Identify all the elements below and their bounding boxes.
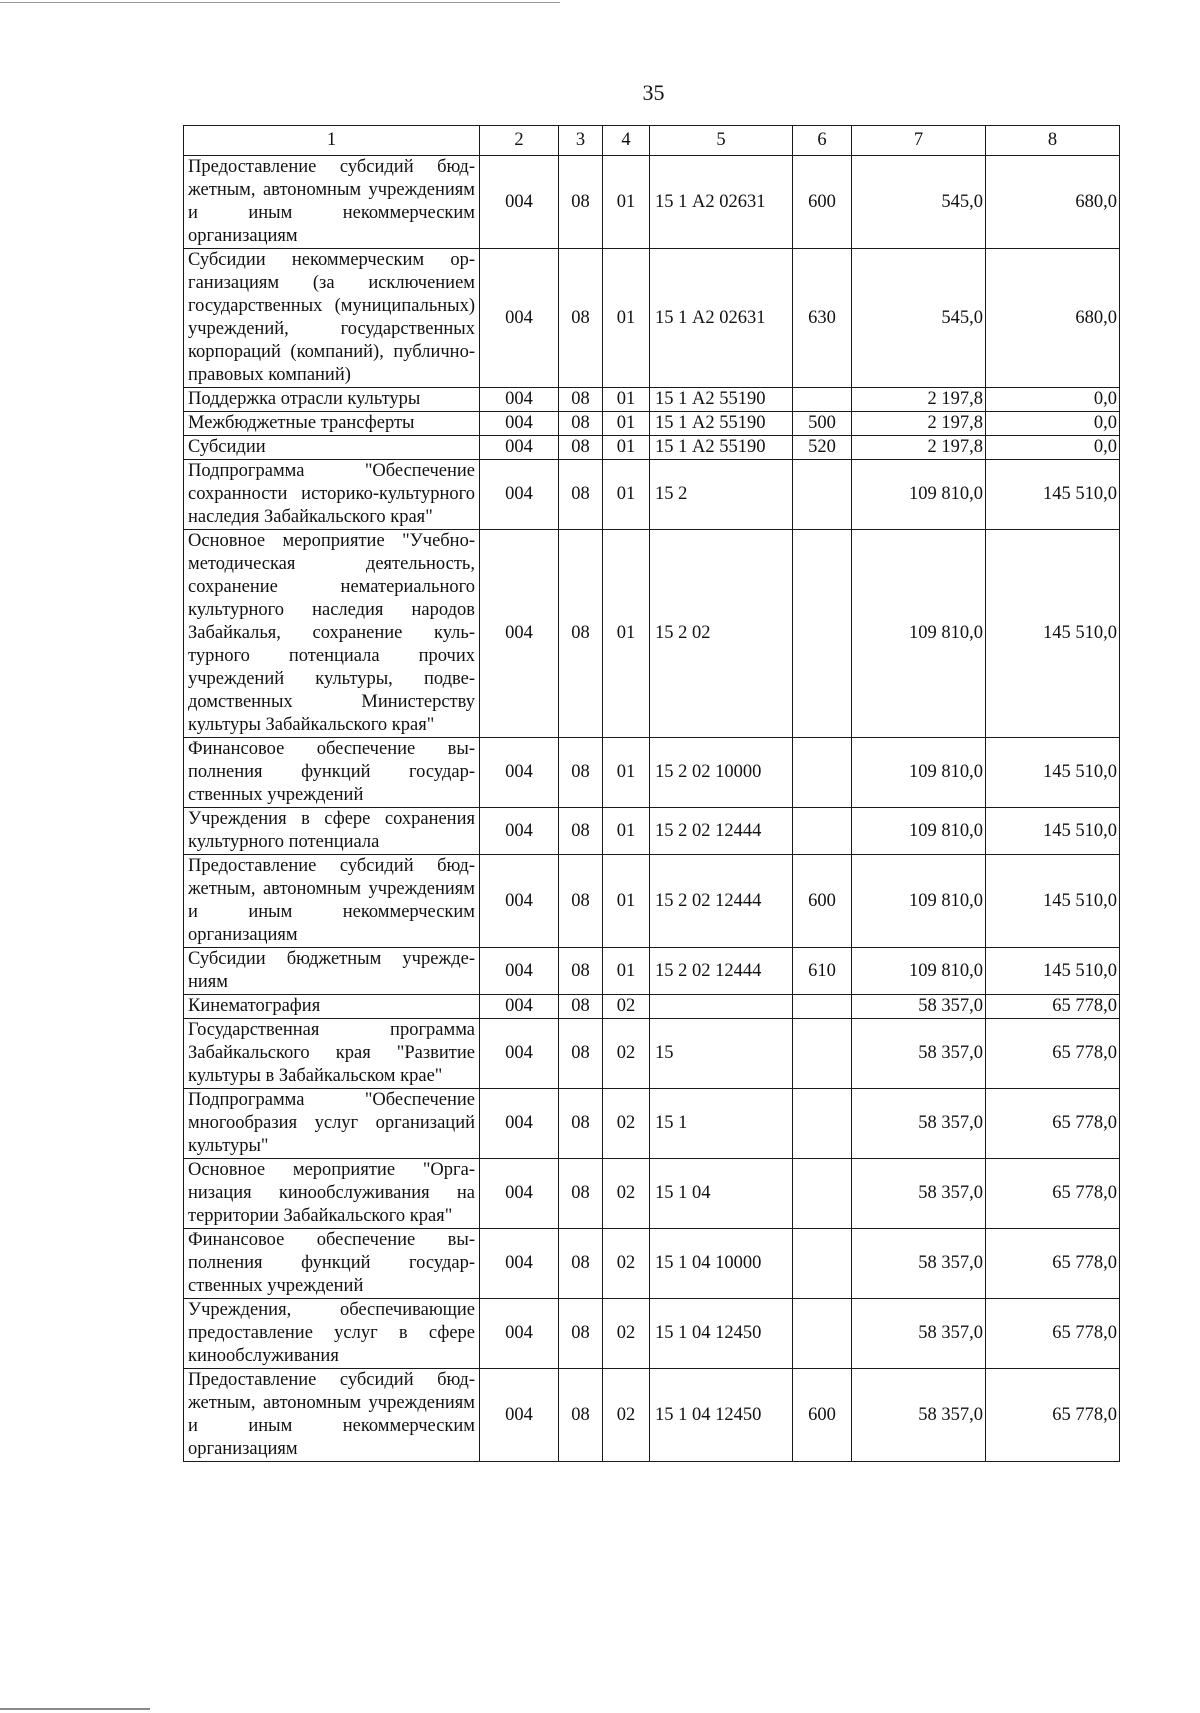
target-article: 15 1 А2 02631 (650, 249, 793, 388)
admin-code: 004 (480, 156, 559, 249)
target-article: 15 1 04 12450 (650, 1369, 793, 1462)
target-article: 15 1 А2 55190 (650, 412, 793, 436)
expense-type: 600 (793, 855, 852, 948)
amount-col7: 545,0 (852, 249, 986, 388)
table-row (184, 388, 1120, 412)
expense-type (793, 1089, 852, 1159)
expense-type: 520 (793, 436, 852, 460)
admin-code: 004 (480, 388, 559, 412)
amount-col8: 145 510,0 (986, 808, 1120, 855)
header-cell: 6 (793, 126, 852, 156)
amount-col8: 65 778,0 (986, 1089, 1120, 1159)
section-code: 08 (559, 1019, 603, 1089)
table-row (184, 1369, 1120, 1462)
target-article: 15 1 04 12450 (650, 1299, 793, 1369)
page-number: 35 (642, 80, 665, 105)
table-row (184, 249, 1120, 388)
subsection-code: 02 (603, 995, 650, 1019)
header-cell: 2 (480, 126, 559, 156)
subsection-code: 01 (603, 412, 650, 436)
admin-code: 004 (480, 249, 559, 388)
section-code: 08 (559, 855, 603, 948)
row-name: Подпрограмма "Обеспечение многообразия услуг организаций культуры" (184, 1089, 480, 1159)
section-code: 08 (559, 808, 603, 855)
amount-col8: 145 510,0 (986, 460, 1120, 530)
expense-type (793, 995, 852, 1019)
admin-code: 004 (480, 1159, 559, 1229)
target-article: 15 2 02 12444 (650, 855, 793, 948)
amount-col7: 109 810,0 (852, 855, 986, 948)
amount-col7: 109 810,0 (852, 738, 986, 808)
amount-col7: 545,0 (852, 156, 986, 249)
amount-col7: 58 357,0 (852, 1369, 986, 1462)
section-code: 08 (559, 948, 603, 995)
expense-type: 500 (793, 412, 852, 436)
table-row (184, 948, 1120, 995)
table-row (184, 855, 1120, 948)
header-cell: 8 (986, 126, 1120, 156)
target-article: 15 2 (650, 460, 793, 530)
row-name: Субсидии бюджетным учреждениям (184, 948, 480, 995)
target-article: 15 2 02 12444 (650, 808, 793, 855)
admin-code: 004 (480, 530, 559, 738)
section-code: 08 (559, 460, 603, 530)
admin-code: 004 (480, 808, 559, 855)
amount-col7: 2 197,8 (852, 388, 986, 412)
section-code: 08 (559, 156, 603, 249)
header-cell: 5 (650, 126, 793, 156)
expense-type (793, 808, 852, 855)
subsection-code: 02 (603, 1019, 650, 1089)
budget-table (183, 125, 1120, 1462)
admin-code: 004 (480, 948, 559, 995)
table-row (184, 1299, 1120, 1369)
amount-col8: 145 510,0 (986, 530, 1120, 738)
table-row (184, 460, 1120, 530)
row-name: Учреждения, обеспечивающие предоставление услуг в сфере кинообслуживания (184, 1299, 480, 1369)
amount-col7: 58 357,0 (852, 1229, 986, 1299)
row-name: Основное мероприятие "Учебно-методическая деятельность, сохранение нематериального культурного наследия народов Забайкалья, сохранение культурного потенциала прочих учреждений культуры, подведомственных Министерству культуры Забайкальского края" (184, 530, 480, 738)
target-article: 15 1 А2 55190 (650, 388, 793, 412)
target-article: 15 2 02 12444 (650, 948, 793, 995)
admin-code: 004 (480, 412, 559, 436)
row-name: Межбюджетные трансферты (184, 412, 480, 436)
amount-col7: 109 810,0 (852, 948, 986, 995)
amount-col8: 680,0 (986, 156, 1120, 249)
amount-col7: 109 810,0 (852, 808, 986, 855)
amount-col8: 65 778,0 (986, 1159, 1120, 1229)
amount-col7: 58 357,0 (852, 1159, 986, 1229)
admin-code: 004 (480, 1299, 559, 1369)
expense-type (793, 1159, 852, 1229)
expense-type: 630 (793, 249, 852, 388)
subsection-code: 01 (603, 530, 650, 738)
row-name: Основное мероприятие "Организация кинообслуживания на территории Забайкальского края" (184, 1159, 480, 1229)
target-article: 15 2 02 10000 (650, 738, 793, 808)
section-code: 08 (559, 1299, 603, 1369)
amount-col7: 109 810,0 (852, 530, 986, 738)
table-row (184, 995, 1120, 1019)
expense-type: 600 (793, 156, 852, 249)
admin-code: 004 (480, 1229, 559, 1299)
table-row (184, 1229, 1120, 1299)
target-article: 15 1 А2 55190 (650, 436, 793, 460)
expense-type: 600 (793, 1369, 852, 1462)
amount-col8: 145 510,0 (986, 738, 1120, 808)
section-code: 08 (559, 1089, 603, 1159)
row-name: Учреждения в сфере сохранения культурного потенциала (184, 808, 480, 855)
row-name: Финансовое обеспечение выполнения функций государственных учреждений (184, 738, 480, 808)
target-article: 15 1 04 10000 (650, 1229, 793, 1299)
row-name: Финансовое обеспечение выполнения функций государственных учреждений (184, 1229, 480, 1299)
scan-edge-line-bottom (0, 1708, 150, 1710)
table-row (184, 1159, 1120, 1229)
amount-col7: 109 810,0 (852, 460, 986, 530)
section-code: 08 (559, 388, 603, 412)
subsection-code: 02 (603, 1299, 650, 1369)
subsection-code: 02 (603, 1089, 650, 1159)
target-article: 15 (650, 1019, 793, 1089)
table-row (184, 1019, 1120, 1089)
expense-type (793, 738, 852, 808)
amount-col8: 65 778,0 (986, 1019, 1120, 1089)
target-article (650, 995, 793, 1019)
amount-col7: 2 197,8 (852, 412, 986, 436)
amount-col8: 680,0 (986, 249, 1120, 388)
header-cell: 4 (603, 126, 650, 156)
amount-col8: 65 778,0 (986, 1299, 1120, 1369)
expense-type (793, 1019, 852, 1089)
admin-code: 004 (480, 1019, 559, 1089)
subsection-code: 01 (603, 948, 650, 995)
section-code: 08 (559, 412, 603, 436)
row-name: Кинематография (184, 995, 480, 1019)
amount-col8: 65 778,0 (986, 1229, 1120, 1299)
expense-type (793, 388, 852, 412)
amount-col7: 58 357,0 (852, 1019, 986, 1089)
expense-type: 610 (793, 948, 852, 995)
amount-col8: 0,0 (986, 436, 1120, 460)
admin-code: 004 (480, 1369, 559, 1462)
amount-col8: 145 510,0 (986, 855, 1120, 948)
table-row (184, 412, 1120, 436)
section-code: 08 (559, 738, 603, 808)
amount-col7: 2 197,8 (852, 436, 986, 460)
expense-type (793, 1229, 852, 1299)
section-code: 08 (559, 249, 603, 388)
header-cell: 1 (184, 126, 480, 156)
subsection-code: 01 (603, 249, 650, 388)
row-name: Субсидии некоммерческим организациям (за исключением государственных (муниципальных) учреждений, государственных корпораций (компаний), публично-правовых компаний) (184, 249, 480, 388)
row-name: Предоставление субсидий бюджетным, автономным учреждениям и иным некоммерческим организациям (184, 1369, 480, 1462)
subsection-code: 01 (603, 738, 650, 808)
section-code: 08 (559, 1229, 603, 1299)
table-row (184, 436, 1120, 460)
table-row (184, 156, 1120, 249)
table-row (184, 738, 1120, 808)
expense-type (793, 460, 852, 530)
scan-edge-line-top (0, 2, 560, 3)
subsection-code: 01 (603, 460, 650, 530)
table-header-row (184, 126, 1120, 156)
row-name: Поддержка отрасли культуры (184, 388, 480, 412)
row-name: Государственная программа Забайкальского края "Развитие культуры в Забайкальском крае" (184, 1019, 480, 1089)
admin-code: 004 (480, 738, 559, 808)
section-code: 08 (559, 530, 603, 738)
amount-col7: 58 357,0 (852, 1299, 986, 1369)
subsection-code: 02 (603, 1229, 650, 1299)
amount-col8: 145 510,0 (986, 948, 1120, 995)
section-code: 08 (559, 995, 603, 1019)
admin-code: 004 (480, 436, 559, 460)
admin-code: 004 (480, 995, 559, 1019)
target-article: 15 2 02 (650, 530, 793, 738)
section-code: 08 (559, 1159, 603, 1229)
subsection-code: 01 (603, 808, 650, 855)
section-code: 08 (559, 436, 603, 460)
subsection-code: 01 (603, 855, 650, 948)
amount-col8: 65 778,0 (986, 995, 1120, 1019)
table-row (184, 1089, 1120, 1159)
subsection-code: 01 (603, 436, 650, 460)
row-name: Предоставление субсидий бюджетным, автономным учреждениям и иным некоммерческим организациям (184, 156, 480, 249)
row-name: Субсидии (184, 436, 480, 460)
target-article: 15 1 А2 02631 (650, 156, 793, 249)
admin-code: 004 (480, 460, 559, 530)
table-row (184, 530, 1120, 738)
admin-code: 004 (480, 1089, 559, 1159)
admin-code: 004 (480, 855, 559, 948)
amount-col7: 58 357,0 (852, 1089, 986, 1159)
subsection-code: 02 (603, 1159, 650, 1229)
amount-col8: 65 778,0 (986, 1369, 1120, 1462)
amount-col8: 0,0 (986, 412, 1120, 436)
target-article: 15 1 04 (650, 1159, 793, 1229)
subsection-code: 01 (603, 388, 650, 412)
amount-col8: 0,0 (986, 388, 1120, 412)
table-row (184, 808, 1120, 855)
expense-type (793, 530, 852, 738)
section-code: 08 (559, 1369, 603, 1462)
target-article: 15 1 (650, 1089, 793, 1159)
subsection-code: 02 (603, 1369, 650, 1462)
row-name: Предоставление субсидий бюджетным, автономным учреждениям и иным некоммерческим организациям (184, 855, 480, 948)
amount-col7: 58 357,0 (852, 995, 986, 1019)
expense-type (793, 1299, 852, 1369)
row-name: Подпрограмма "Обеспечение сохранности историко-культурного наследия Забайкальского края" (184, 460, 480, 530)
header-cell: 7 (852, 126, 986, 156)
header-cell: 3 (559, 126, 603, 156)
subsection-code: 01 (603, 156, 650, 249)
